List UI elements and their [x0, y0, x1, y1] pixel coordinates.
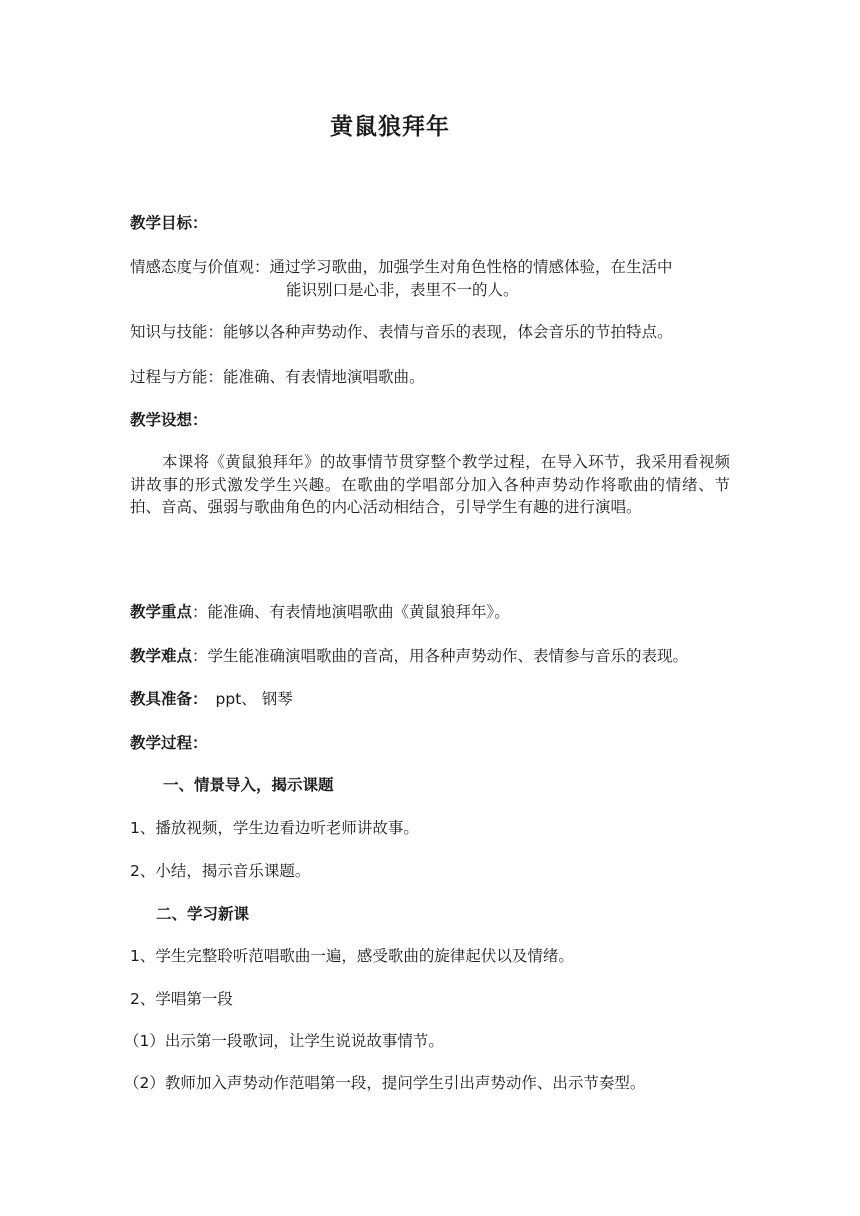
tools-label: 教具准备： — [130, 690, 208, 708]
goal-knowledge-label: 知识与技能： — [130, 323, 224, 341]
goals-heading: 教学目标： — [130, 214, 208, 232]
goal-process — [130, 365, 730, 389]
tools-text: ppt、 钢琴 — [215, 690, 293, 708]
section1-heading: 一、情景导入，揭示课题 — [163, 776, 334, 794]
goal-knowledge — [130, 320, 730, 344]
document-title: 黄鼠狼拜年 — [330, 114, 450, 140]
section1-item-1: 1、播放视频，学生边看边听老师讲故事。 — [130, 819, 419, 837]
key-point — [130, 600, 730, 624]
difficulty — [130, 644, 730, 668]
goal-process-label: 过程与方能： — [130, 368, 224, 386]
goal-emotion — [130, 255, 730, 279]
goal-emotion-text-1: 通过学习歌曲，加强学生对角色性格的情感体验，在生活中 — [269, 258, 673, 276]
section1-item-2: 2、小结，揭示音乐课题。 — [130, 862, 311, 880]
section2-item-4: （2）教师加入声势动作范唱第一段，提问学生引出声势动作、出示节奏型。 — [124, 1074, 646, 1092]
goal-process-text: 能准确、有表情地演唱歌曲。 — [223, 368, 425, 386]
difficulty-label: 教学难点 — [130, 647, 193, 665]
section2-item-1: 1、学生完整聆听范唱歌曲一遍，感受歌曲的旋律起伏以及情绪。 — [130, 947, 574, 965]
key-point-text: ：能准确、有表情地演唱歌曲《黄鼠狼拜年》。 — [192, 603, 510, 621]
design-paragraph: 本课将《黄鼠狼拜年》的故事情节贯穿整个教学过程，在导入环节，我采用看视频讲故事的形式激发学生兴趣。在歌曲的学唱部分加入各种声势动作将歌曲的情绪、节拍、音高、强弱与歌曲角色的内心活动相结合，引导学生有趣的进行演唱。 — [130, 453, 730, 516]
process-heading: 教学过程： — [130, 734, 208, 752]
goal-knowledge-text: 能够以各种声势动作、表情与音乐的表现，体会音乐的节拍特点。 — [223, 323, 673, 341]
section2-item-2: 2、学唱第一段 — [130, 990, 233, 1008]
design-heading: 教学设想： — [130, 411, 208, 429]
section2-item-3: （1）出示第一段歌词，让学生说说故事情节。 — [124, 1032, 444, 1050]
tools — [130, 687, 730, 711]
difficulty-text: ：学生能准确演唱歌曲的音高，用各种声势动作、表情参与音乐的表现。 — [192, 647, 689, 665]
goal-emotion-continued: 能识别口是心非，表里不一的人。 — [286, 281, 519, 299]
key-point-label: 教学重点 — [130, 603, 193, 621]
section2-heading: 二、学习新课 — [156, 905, 250, 923]
goal-emotion-label: 情感态度与价值观： — [130, 258, 270, 276]
